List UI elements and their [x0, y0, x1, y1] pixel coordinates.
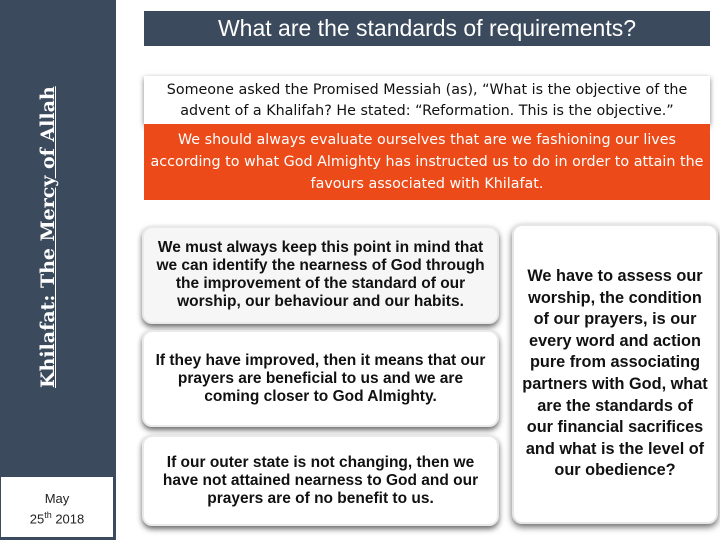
assessment-card	[512, 224, 718, 524]
date-month: May	[44, 491, 70, 506]
quote-line-1: Someone asked the Promised Messiah (as), “What is the objective of the	[166, 82, 688, 98]
point-card-2-text: If they have improved, then it means that our prayers are beneficial to us and we are coming closer to God Almighty.	[155, 351, 486, 405]
slide-title: What are the standards of requirements?	[144, 11, 710, 46]
date-box	[0, 476, 114, 538]
date-day: 25	[29, 511, 45, 527]
sidebar	[0, 0, 116, 540]
point-card-3	[142, 435, 499, 526]
highlight-box: We should always evaluate ourselves that are we fashioning our lives according to what God Almighty has instructed us to do in order to attain the favours associated with Khilafat.	[144, 124, 710, 200]
date-year: 2018	[51, 511, 85, 527]
quote-box	[144, 76, 710, 124]
point-card-1	[142, 226, 499, 324]
vertical-title: Khilafat: The Mercy of Allah	[37, 86, 59, 388]
point-card-2	[142, 330, 499, 427]
date-suffix: th	[44, 510, 52, 520]
date-full	[1, 507, 113, 527]
point-card-3-text: If our outer state is not changing, then we have not attained nearness to God and our prayers are of no benefit to us.	[162, 453, 479, 507]
quote-line-2: advent of a Khalifah? He stated: “Reformation. This is the objective.”	[180, 103, 674, 119]
assessment-card-text: We have to assess our worship, the condition of our prayers, is our every word and action pure from associating partners with God, what are the standards of our financial sacrifices and what is the level of our obedience?	[522, 267, 708, 480]
point-card-1-text: We must always keep this point in mind that we can identify the nearness of God through the improvement of the standard of our worship, our behaviour and our habits.	[156, 239, 485, 310]
